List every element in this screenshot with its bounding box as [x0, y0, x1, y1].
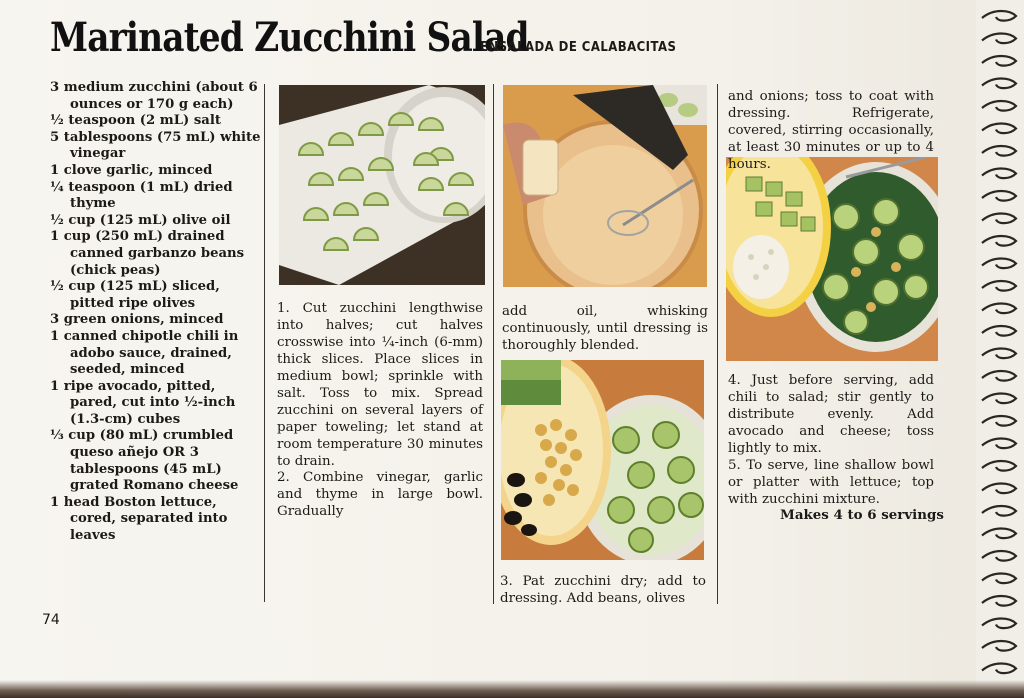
ingredient-item: 3 green onions, minced [50, 312, 224, 328]
ingredient-item: 1 cup (250 mL) drained canned garbanzo beans (chick peas) [50, 229, 245, 278]
column-divider [493, 84, 494, 604]
step-5-text: 5. To serve, line shallow bowl or platter with lettuce; top with zucchini mixture. [728, 458, 934, 507]
ingredient-item: 1 head Boston lettuce, cored, separated into leaves [50, 494, 228, 544]
step-3-text: 3. Pat zucchini dry; add to dressing. Add beans, olives [500, 574, 706, 606]
ingredient-item: ½ cup (125 mL) sliced, pitted ripe olives [50, 279, 220, 311]
photo-whisking-dressing [503, 85, 707, 287]
photo-beans-olives-zucchini [501, 360, 704, 560]
photo-zucchini-slices [279, 85, 485, 285]
ingredient-item: 1 canned chipotle chili in adobo sauce, drained, seeded, minced [50, 328, 239, 378]
step-3-continued: and onions; toss to coat with dressing. Refrigerate, covered, stirring occasionally, at least 30 minutes or up to 4 hours. [728, 89, 934, 172]
ingredient-item: 3 medium zucchini (about 6 ounces or 170 g each) [50, 80, 258, 112]
recipe-title: Marinated Zucchini Salad [50, 14, 529, 61]
step-1-text: 1. Cut zucchini lengthwise into halves; cut halves crosswise into ¼-inch (6-mm) thick slices. Place slices in medium bowl; sprinkle with salt. Toss to mix. Spread zucchini on several layers of paper toweling; let stand at room temperature 30 minutes to drain. [277, 301, 483, 469]
column-divider [264, 84, 265, 602]
ingredients-list [50, 80, 265, 545]
ingredient-item: ½ teaspoon (2 mL) salt [50, 113, 221, 129]
ingredient-item: ⅓ cup (80 mL) crumbled queso añejo OR 3 tablespoons (45 mL) grated Romano cheese [50, 428, 239, 494]
step-4-text: 4. Just before serving, add chili to salad; stir gently to distribute evenly. Add avocado and cheese; toss lightly to mix. [728, 373, 934, 456]
page-bottom-edge [0, 680, 1024, 698]
step-2-continued: add oil, whisking continuously, until dressing is thoroughly blended. [502, 304, 708, 353]
column-divider [717, 84, 718, 604]
ingredient-item: 5 tablespoons (75 mL) white vinegar [50, 129, 261, 162]
ingredient-item: 1 clove garlic, minced [50, 162, 213, 178]
step-2-text: 2. Combine vinegar, garlic and thyme in large bowl. Gradually [277, 470, 483, 519]
ingredient-item: ¼ teaspoon (1 mL) dried thyme [50, 179, 233, 212]
yield-text: Makes 4 to 6 servings [780, 507, 944, 523]
page-number: 74 [42, 612, 60, 628]
spiral-binding [976, 0, 1024, 698]
recipe-subtitle: ENSALADA DE CALABACITAS [480, 40, 677, 55]
ingredient-item: 1 ripe avocado, pitted, pared, cut into ½-inch (1.3-cm) cubes [50, 378, 236, 427]
photo-avocado-cheese-salad [726, 157, 938, 361]
ingredient-item: ½ cup (125 mL) olive oil [50, 212, 231, 228]
